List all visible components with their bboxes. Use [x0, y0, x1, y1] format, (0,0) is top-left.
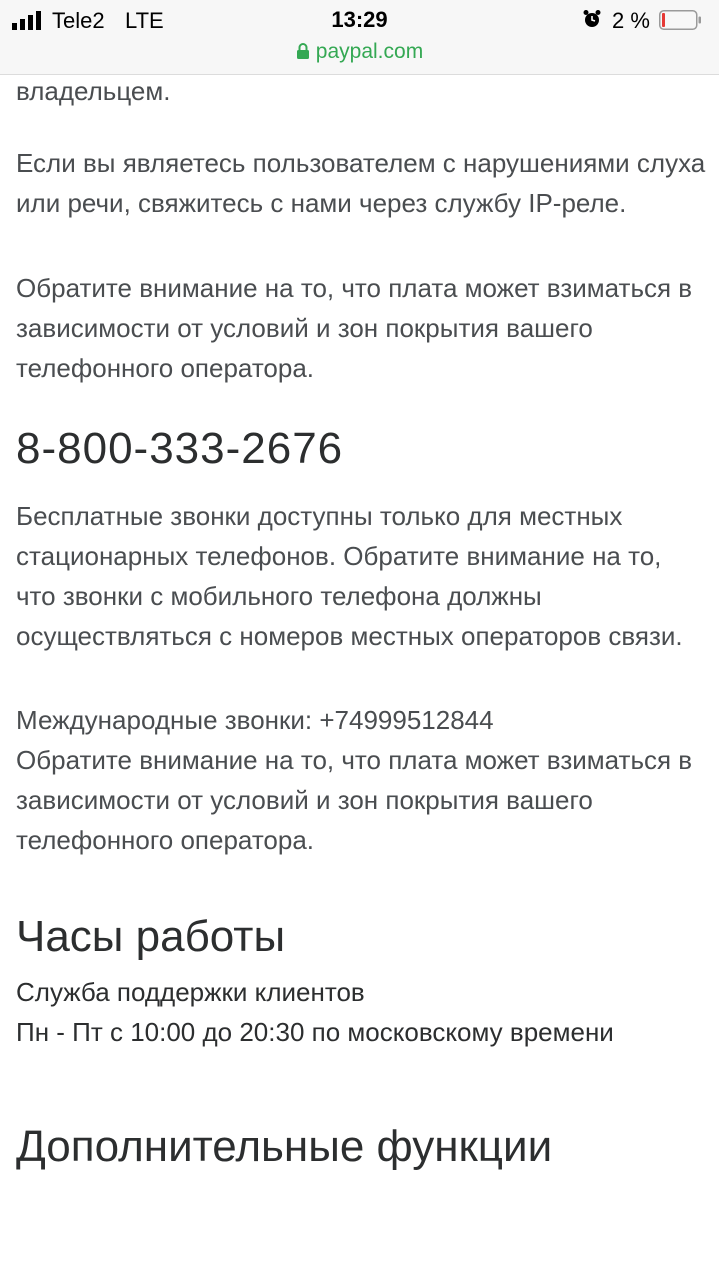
accessibility-paragraph: Если вы являетесь пользователем с нарушениями слуха или речи, свяжитесь с нами через службу IP-реле. — [16, 148, 706, 218]
fee-note-paragraph: Обратите внимание на то, что плата может взиматься в зависимости от условий и зон покрытия вашего телефонного оператора. — [16, 273, 693, 383]
support-label: Служба поддержки клиентов — [16, 977, 365, 1007]
url-text: paypal.com — [315, 40, 424, 63]
lock-icon — [296, 42, 310, 60]
extra-features-heading: Дополнительные функции — [16, 1122, 553, 1171]
international-calls: Международные звонки: +74999512844 — [16, 705, 494, 735]
address-bar[interactable] — [0, 40, 719, 75]
alarm-icon — [582, 9, 602, 29]
phone-number[interactable]: 8-800-333-2676 — [16, 424, 344, 473]
paragraph-partial: владельцем. — [16, 76, 171, 106]
free-calls-paragraph: Бесплатные звонки доступны только для местных стационарных телефонов. Обратите внимание на то, что звонки с мобильного телефона должны осуществляться с номеров местных операторов связи. — [16, 501, 683, 651]
battery-icon — [659, 10, 701, 30]
url-display[interactable] — [0, 40, 719, 66]
hours-heading: Часы работы — [16, 912, 286, 961]
fee-note-paragraph-2: Обратите внимание на то, что плата может взиматься в зависимости от условий и зон покрытия вашего телефонного оператора. — [16, 745, 693, 855]
carrier-name: Tele2 — [52, 8, 105, 33]
page-content — [16, 75, 706, 1172]
battery-percent: 2 % — [612, 8, 650, 33]
clock: 13:29 — [331, 7, 388, 32]
status-bar — [0, 0, 719, 40]
support-hours: Пн - Пт с 10:00 до 20:30 по московскому времени — [16, 1017, 614, 1047]
network-type: LTE — [125, 8, 164, 33]
